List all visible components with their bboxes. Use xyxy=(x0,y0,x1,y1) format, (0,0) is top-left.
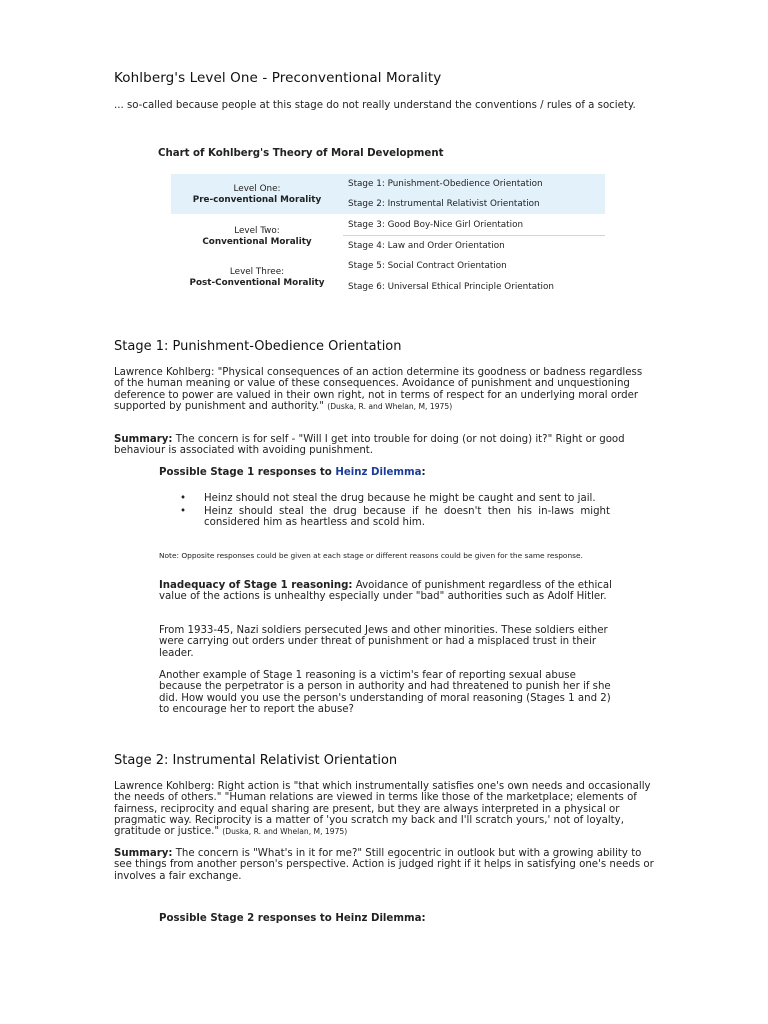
stage1-responses-label: Possible Stage 1 responses to xyxy=(159,467,332,478)
level-one-name: Level One: xyxy=(233,184,281,194)
stage1-responses-title xyxy=(159,467,426,478)
chart-stage-2: Stage 2: Instrumental Relativist Orientation xyxy=(348,199,540,209)
list-item: • Heinz should steal the drug because if he doesn't then his in-laws might considered him as heartless and scold him. xyxy=(180,506,610,528)
level-three-cell xyxy=(171,267,343,288)
heinz-dilemma-link[interactable]: Heinz Dilemma xyxy=(335,467,422,478)
stage1-note: Note: Opposite responses could be given at each stage or different reasons could be given for the same response. xyxy=(159,551,583,560)
stage1-inadequacy-text: Avoidance of punishment regardless of the ethical value of the actions is unhealthy especially under "bad" authorities such as Adolf Hitler. xyxy=(159,580,612,603)
stage2-quote-text: Lawrence Kohlberg: Right action is "that which instrumentally satisfies one's own needs and occasionally the needs of others." "Human relations are viewed in terms like those of the marketplace; elements of fairness, reciprocity and equal sharing are present, but they are always interpreted in a physical or pragmatic way. Reciprocity is a matter of 'you scratch my back and I'll scratch yours,' not of loyalty, gratitude or justice." xyxy=(114,781,651,838)
intro-text: ... so-called because people at this stage do not really understand the conventions / rules of a society. xyxy=(114,100,636,111)
stage2-quote xyxy=(114,781,654,837)
page-title: Kohlberg's Level One - Preconventional Morality xyxy=(114,70,442,86)
stage1-quote xyxy=(114,367,654,412)
stage1-heading: Stage 1: Punishment-Obedience Orientation xyxy=(114,339,402,354)
level-three-desc: Post-Conventional Morality xyxy=(189,277,325,288)
chart-divider xyxy=(343,235,605,236)
level-three-name: Level Three: xyxy=(229,267,285,277)
stage1-inadequacy xyxy=(159,580,614,603)
level-two-desc: Conventional Morality xyxy=(202,236,312,247)
stage1-responses-colon: : xyxy=(421,467,426,478)
chart-stage-5: Stage 5: Social Contract Orientation xyxy=(348,261,507,271)
stage1-abuse-paragraph: Another example of Stage 1 reasoning is a victim's fear of reporting sexual abuse because the perpetrator is a person in authority and had threatened to punish her if she did. How would you use the person's understanding of moral reasoning (Stages 1 and 2) to encourage her to report the abuse? xyxy=(159,670,611,715)
stage1-responses-list xyxy=(180,493,610,531)
stage1-summary-text: The concern is for self - "Will I get into trouble for doing (or not doing) it?" Right or good behaviour is associated with avoiding punishment. xyxy=(114,434,625,457)
stage1-summary xyxy=(114,434,654,457)
level-two-cell xyxy=(171,226,343,247)
stage2-responses-title: Possible Stage 2 responses to Heinz Dilemma: xyxy=(159,913,426,924)
list-item: • Heinz should not steal the drug because he might be caught and sent to jail. xyxy=(180,493,610,504)
chart-title: Chart of Kohlberg's Theory of Moral Development xyxy=(158,148,444,159)
chart-stage-3: Stage 3: Good Boy-Nice Girl Orientation xyxy=(348,220,524,230)
chart-stage-1: Stage 1: Punishment-Obedience Orientation xyxy=(348,179,543,189)
stage2-summary-label: Summary: xyxy=(114,848,173,859)
stage1-summary-label: Summary: xyxy=(114,434,173,445)
stage1-citation: (Duska, R. and Whelan, M, 1975) xyxy=(327,401,453,411)
stage2-summary-text: The concern is "What's in it for me?" Still egocentric in outlook but with a growing ability to see things from another person's perspective. Action is judged right if it helps in satisfying one's needs or involves a fair exchange. xyxy=(114,848,654,882)
stage2-heading: Stage 2: Instrumental Relativist Orientation xyxy=(114,753,398,768)
moral-development-chart xyxy=(171,174,605,300)
stage2-citation: (Duska, R. and Whelan, M, 1975) xyxy=(222,827,348,837)
stage1-quote-text: Lawrence Kohlberg: "Physical consequences of an action determine its goodness or badness regardless of the human meaning or value of these consequences. Avoidance of punishment and unquestioning deference to power are valued in their own right, not in terms of respect for an underlying moral order supported by punishment and authority." xyxy=(114,367,643,412)
stage1-nazi-paragraph: From 1933-45, Nazi soldiers persecuted Jews and other minorities. These soldiers either were carrying out orders under threat of punishment or had a misplaced trust in their leader. xyxy=(159,625,608,659)
level-one-cell xyxy=(171,184,343,205)
chart-stage-4: Stage 4: Law and Order Orientation xyxy=(348,241,505,251)
level-one-desc: Pre-conventional Morality xyxy=(192,194,322,205)
stage1-inadequacy-label: Inadequacy of Stage 1 reasoning: xyxy=(159,580,353,591)
stage2-summary xyxy=(114,848,654,882)
level-two-name: Level Two: xyxy=(234,226,280,236)
chart-stage-6: Stage 6: Universal Ethical Principle Orientation xyxy=(348,282,554,292)
